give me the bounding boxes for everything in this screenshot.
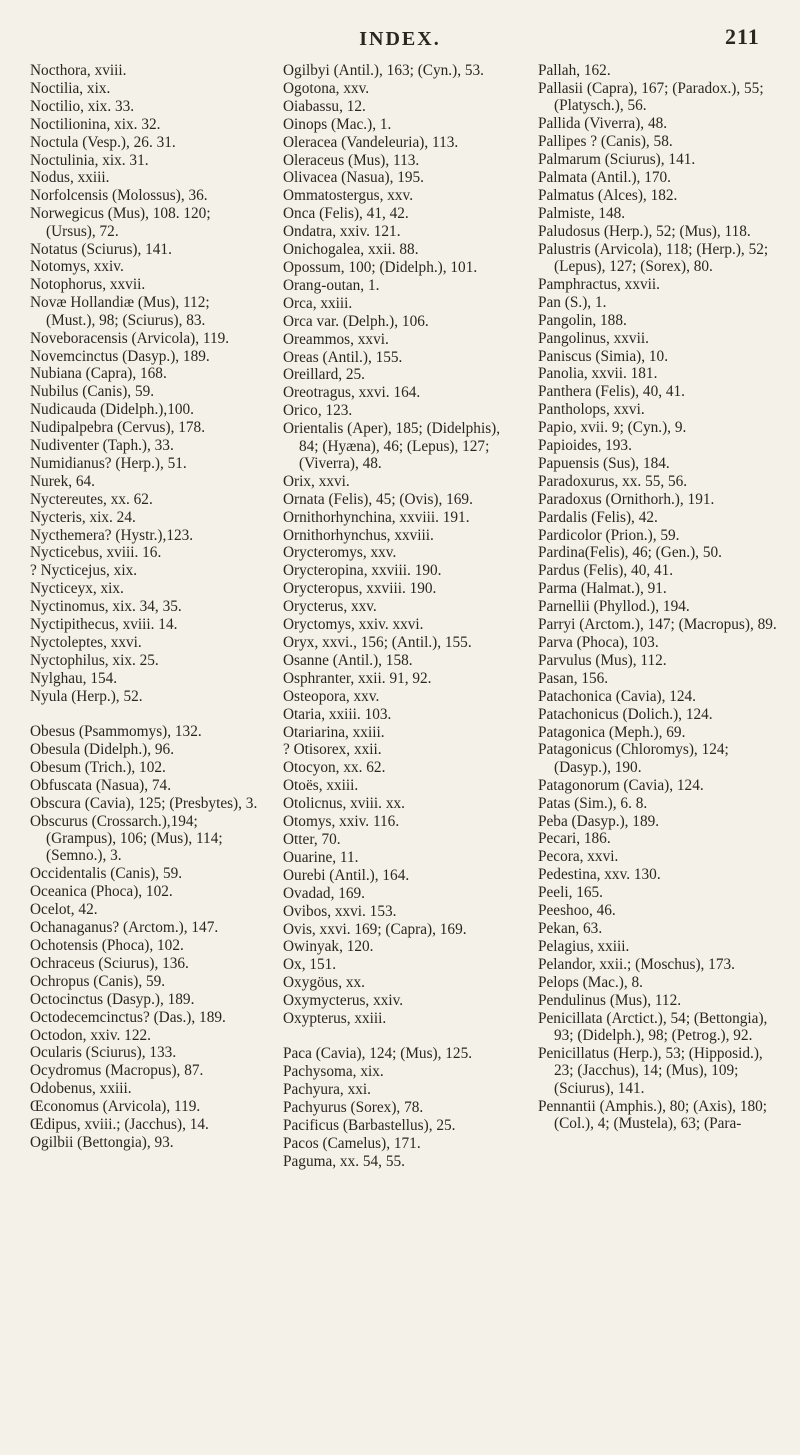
index-entry: Ochanaganus? (Arctom.), 147. bbox=[30, 919, 219, 937]
index-entry: Patagonorum (Cavia), 124. bbox=[538, 776, 704, 794]
index-entry: Panolia, xxvii. 181. bbox=[538, 365, 658, 383]
index-entry: Nocthora, xviii. bbox=[30, 62, 127, 79]
index-entry: Ox, 151. bbox=[283, 956, 337, 974]
index-entry: Patachonica (Cavia), 124. bbox=[538, 687, 697, 705]
index-entry: Obfuscata (Nasua), 74. bbox=[30, 776, 172, 794]
index-entry: Papioides, 193. bbox=[538, 437, 632, 455]
index-entry: Nycticebus, xviii. 16. bbox=[30, 544, 162, 562]
index-entry: Ochropus (Canis), 59. bbox=[30, 972, 166, 990]
index-entry: Pallida (Viverra), 48. bbox=[538, 115, 668, 133]
index-entry: Nudicauda (Didelph.),100. bbox=[30, 401, 194, 419]
index-entry: Ocydromus (Macropus), 87. bbox=[30, 1062, 204, 1080]
index-entry: Pennantii (Amphis.), 80; (Axis), 180; (Col.), 4; (Mustela), 63; (Para- bbox=[538, 1097, 768, 1132]
index-entry: Pachyura, xxi. bbox=[283, 1081, 371, 1099]
index-entry: Parnellii (Phyllod.), 194. bbox=[538, 598, 690, 616]
index-entry: Pardicolor (Prion.), 59. bbox=[538, 526, 680, 544]
index-entry: Pallipes ? (Canis), 58. bbox=[538, 133, 673, 151]
index-entry: Oreotragus, xxvi. 164. bbox=[283, 384, 421, 402]
index-column-2 bbox=[283, 62, 511, 1171]
index-entry: Oleraceus (Mus), 113. bbox=[283, 151, 420, 169]
index-entry: Oxypterus, xxiii. bbox=[283, 1010, 387, 1028]
index-entry: Oleracea (Vandeleuria), 113. bbox=[283, 133, 459, 151]
index-entry: Paradoxurus, xx. 55, 56. bbox=[538, 472, 688, 490]
index-entry: Oiabassu, 12. bbox=[283, 97, 366, 115]
index-entry: Pasan, 156. bbox=[538, 669, 609, 687]
index-entry: Penicillata (Arctict.), 54; (Bettongia), 93; (Didelph.), 98; (Petrog.), 92. bbox=[538, 1009, 768, 1044]
index-entry: Nudiventer (Taph.), 33. bbox=[30, 437, 174, 455]
index-entry: Nyctoleptes, xxvi. bbox=[30, 634, 142, 651]
index-entry: Paniscus (Simia), 10. bbox=[538, 347, 669, 365]
index-entry: Orix, xxvi. bbox=[283, 472, 350, 490]
index-entry: Ochotensis (Phoca), 102. bbox=[30, 937, 184, 954]
index-entry: Ouarine, 11. bbox=[283, 848, 359, 866]
index-entry: Oreas (Antil.), 155. bbox=[283, 348, 403, 366]
index-entry: Oxygöus, xx. bbox=[283, 974, 366, 992]
index-entry: Ornata (Felis), 45; (Ovis), 169. bbox=[283, 490, 473, 508]
index-entry: Orycteropina, xxviii. 190. bbox=[283, 562, 442, 580]
index-entry: Norfolcensis (Molossus), 36. bbox=[30, 187, 208, 205]
index-entry: Ovibos, xxvi. 153. bbox=[283, 902, 397, 920]
index-entry: Obesum (Trich.), 102. bbox=[30, 758, 166, 776]
index-entry: Ogilbii (Bettongia), 93. bbox=[30, 1133, 174, 1151]
index-entry: Oreammos, xxvi. bbox=[283, 330, 389, 348]
index-entry: Paca (Cavia), 124; (Mus), 125. bbox=[283, 1045, 473, 1063]
index-entry: Ovis, xxvi. 169; (Capra), 169. bbox=[283, 920, 467, 938]
index-entry: Paradoxus (Ornithorh.), 191. bbox=[538, 490, 715, 508]
index-entry: Nubiana (Capra), 168. bbox=[30, 365, 167, 383]
index-entry: Norwegicus (Mus), 108. 120; (Ursus), 72. bbox=[30, 205, 211, 240]
index-entry: Oryctomys, xxiv. xxvi. bbox=[283, 616, 424, 634]
index-entry: Oxymycterus, xxiv. bbox=[283, 992, 404, 1010]
index-entry: Numidianus? (Herp.), 51. bbox=[30, 454, 187, 472]
index-entry: Patagonicus (Chloromys), 124; (Dasyp.), 190. bbox=[538, 741, 729, 776]
index-entry: Œconomus (Arvicola), 119. bbox=[30, 1098, 201, 1116]
index-entry: Pedestina, xxv. 130. bbox=[538, 866, 661, 884]
index-entry: Oceanica (Phoca), 102. bbox=[30, 883, 173, 901]
index-entry: Notomys, xxiv. bbox=[30, 258, 124, 276]
index-entry: Noveboracensis (Arvicola), 119. bbox=[30, 329, 230, 347]
index-entry: Osanne (Antil.), 158. bbox=[283, 651, 413, 669]
index-entry: Palustris (Arvicola), 118; (Herp.), 52; (Lepus), 127; (Sorex), 80. bbox=[538, 240, 769, 275]
index-entry: Peeli, 165. bbox=[538, 884, 604, 902]
index-entry: Ornithorhynchina, xxviii. 191. bbox=[283, 508, 470, 526]
index-entry: Nyctereutes, xx. 62. bbox=[30, 490, 153, 508]
index-entry: Nubilus (Canis), 59. bbox=[30, 383, 155, 401]
index-entry: Octocinctus (Dasyp.), 189. bbox=[30, 990, 195, 1008]
index-column-3 bbox=[538, 62, 778, 1133]
index-entry: Pangolin, 188. bbox=[538, 311, 627, 329]
index-entry: Obesus (Psammomys), 132. bbox=[30, 723, 202, 741]
index-entry: Parvulus (Mus), 112. bbox=[538, 651, 667, 669]
index-entry: Ochraceus (Sciurus), 136. bbox=[30, 954, 189, 972]
index-entry: Oinops (Mac.), 1. bbox=[283, 115, 392, 133]
index-entry: Osphranter, xxii. 91, 92. bbox=[283, 669, 432, 687]
index-entry: Pangolinus, xxvii. bbox=[538, 329, 649, 347]
index-entry: Otocyon, xx. 62. bbox=[283, 759, 386, 777]
index-entry: Ommatostergus, xxv. bbox=[283, 187, 414, 205]
index-entry: Pelops (Mac.), 8. bbox=[538, 973, 643, 991]
page-number: 211 bbox=[725, 24, 760, 49]
index-entry: Nudipalpebra (Cervus), 178. bbox=[30, 419, 206, 437]
index-entry: Paludosus (Herp.), 52; (Mus), 118. bbox=[538, 222, 751, 240]
index-entry: Olivacea (Nasua), 195. bbox=[283, 169, 425, 187]
index-entry: Pachyurus (Sorex), 78. bbox=[283, 1099, 424, 1117]
index-entry: Pallah, 162. bbox=[538, 62, 611, 79]
index-entry: Osteopora, xxv. bbox=[283, 687, 380, 705]
index-entry: Patas (Sim.), 6. 8. bbox=[538, 794, 648, 812]
index-entry: Palmiste, 148. bbox=[538, 204, 626, 222]
index-entry: Palmatus (Alces), 182. bbox=[538, 186, 678, 204]
index-entry: Noctulinia, xix. 31. bbox=[30, 151, 149, 169]
index-entry: Occidentalis (Canis), 59. bbox=[30, 865, 183, 883]
index-entry: Ogilbyi (Antil.), 163; (Cyn.), 53. bbox=[283, 62, 484, 79]
index-entry: Octodon, xxiv. 122. bbox=[30, 1026, 151, 1044]
index-entry: Pachysoma, xix. bbox=[283, 1063, 384, 1081]
index-entry: Novemcinctus (Dasyp.), 189. bbox=[30, 347, 210, 365]
index-entry: Owinyak, 120. bbox=[283, 938, 374, 956]
index-entry: Pelagius, xxiii. bbox=[538, 937, 630, 955]
index-entry: Pantholops, xxvi. bbox=[538, 401, 645, 419]
index-entry: Onca (Felis), 41, 42. bbox=[283, 205, 409, 223]
index-entry: Oreillard, 25. bbox=[283, 366, 365, 384]
index-entry: Nurek, 64. bbox=[30, 472, 95, 490]
index-entry: Peeshoo, 46. bbox=[538, 902, 616, 920]
index-entry: Orang-outan, 1. bbox=[283, 276, 380, 294]
index-entry: Palmata (Antil.), 170. bbox=[538, 168, 671, 186]
index-entry: Noctilio, xix. 33. bbox=[30, 97, 135, 115]
index-entry: Panthera (Felis), 40, 41. bbox=[538, 383, 685, 401]
index-entry: Noctilia, xix. bbox=[30, 79, 111, 97]
index-entry: Parva (Phoca), 103. bbox=[538, 634, 659, 651]
index-entry: Nycthemera? (Hystr.),123. bbox=[30, 526, 194, 544]
index-entry: Nyctophilus, xix. 25. bbox=[30, 651, 159, 669]
index-entry: Oryx, xxvi., 156; (Antil.), 155. bbox=[283, 634, 472, 651]
index-entry: Nylghau, 154. bbox=[30, 669, 118, 687]
index-entry: Octodecemcinctus? (Das.), 189. bbox=[30, 1008, 226, 1026]
running-head: INDEX. bbox=[359, 28, 441, 50]
index-entry: ? Otisorex, xxii. bbox=[283, 741, 382, 759]
index-entry: Pardus (Felis), 40, 41. bbox=[538, 562, 674, 580]
index-entry: Ondatra, xxiv. 121. bbox=[283, 223, 401, 241]
index-entry: Pacificus (Barbastellus), 25. bbox=[283, 1117, 456, 1135]
index-entry: Notophorus, xxvii. bbox=[30, 276, 146, 294]
index-entry: ? Nycticejus, xix. bbox=[30, 562, 138, 580]
index-entry: Pamphractus, xxvii. bbox=[538, 275, 660, 293]
index-entry: Pecora, xxvi. bbox=[538, 848, 619, 866]
index-entry: Pekan, 63. bbox=[538, 920, 603, 937]
index-entry: Orca var. (Delph.), 106. bbox=[283, 312, 429, 330]
section-gap bbox=[30, 706, 258, 723]
index-entry: Noctula (Vesp.), 26. 31. bbox=[30, 133, 176, 151]
index-entry: Papuensis (Sus), 184. bbox=[538, 454, 670, 472]
index-entry: Otoës, xxiii. bbox=[283, 777, 359, 795]
index-entry: Nyctipithecus, xviii. 14. bbox=[30, 616, 178, 634]
index-entry: Ourebi (Antil.), 164. bbox=[283, 866, 410, 884]
index-entry: Otaria, xxiii. 103. bbox=[283, 705, 392, 723]
index-entry: Ornithorhynchus, xxviii. bbox=[283, 526, 434, 544]
index-entry: Orico, 123. bbox=[283, 402, 353, 420]
index-entry: Pecari, 186. bbox=[538, 830, 611, 848]
index-column-1 bbox=[30, 62, 258, 1152]
index-entry: Notatus (Sciurus), 141. bbox=[30, 240, 172, 258]
index-entry: Nyula (Herp.), 52. bbox=[30, 687, 143, 705]
index-entry: Pallasii (Capra), 167; (Paradox.), 55; (Platysch.), 56. bbox=[538, 79, 764, 115]
index-entry: Orientalis (Aper), 185; (Didelphis), 84; (Hyæna), 46; (Lepus), 127; (Viverra), 48. bbox=[283, 420, 501, 472]
index-entry: Peba (Dasyp.), 189. bbox=[538, 812, 660, 830]
index-entry: Ocularis (Sciurus), 133. bbox=[30, 1044, 177, 1062]
index-entry: Orycterus, xxv. bbox=[283, 598, 377, 616]
index-entry: Otariarina, xxiii. bbox=[283, 723, 385, 741]
index-entry: Obscurus (Crossarch.),194; (Grampus), 106; (Mus), 114; (Semno.), 3. bbox=[30, 812, 223, 865]
index-entry: Nycteris, xix. 24. bbox=[30, 508, 136, 526]
index-entry: Otomys, xxiv. 116. bbox=[283, 813, 400, 831]
index-entry: Pardalis (Felis), 42. bbox=[538, 508, 658, 526]
index-entry: Orca, xxiii. bbox=[283, 294, 353, 312]
index-entry: Opossum, 100; (Didelph.), 101. bbox=[283, 258, 478, 276]
index-entry: Obesula (Didelph.), 96. bbox=[30, 741, 175, 759]
index-entry: Pacos (Camelus), 171. bbox=[283, 1134, 421, 1152]
index-entry: Palmarum (Sciurus), 141. bbox=[538, 151, 696, 169]
index-entry: Ogotona, xxv. bbox=[283, 79, 370, 97]
index-entry: Pelandor, xxii.; (Moschus), 173. bbox=[538, 955, 735, 973]
index-entry: Pan (S.), 1. bbox=[538, 293, 607, 311]
index-entry: Nyctinomus, xix. 34, 35. bbox=[30, 598, 182, 616]
index-entry: Paguma, xx. 54, 55. bbox=[283, 1152, 405, 1170]
index-entry: Pardina(Felis), 46; (Gen.), 50. bbox=[538, 544, 722, 562]
index-entry: Ovadad, 169. bbox=[283, 884, 365, 902]
index-entry: Obscura (Cavia), 125; (Presbytes), 3. bbox=[30, 794, 258, 812]
index-entry: Penicillatus (Herp.), 53; (Hipposid.), 23; (Jacchus), 14; (Mus), 109; (Sciurus), 141. bbox=[538, 1044, 763, 1097]
index-entry: Orycteromys, xxv. bbox=[283, 544, 397, 562]
index-entry: Parryi (Arctom.), 147; (Macropus), 89. bbox=[538, 616, 777, 634]
index-entry: Parma (Halmat.), 91. bbox=[538, 580, 667, 598]
index-entry: Patagonica (Meph.), 69. bbox=[538, 723, 686, 741]
index-entry: Papio, xvii. 9; (Cyn.), 9. bbox=[538, 419, 687, 437]
index-entry: Odobenus, xxiii. bbox=[30, 1080, 132, 1098]
index-entry: Onichogalea, xxii. 88. bbox=[283, 241, 419, 259]
index-entry: Novæ Hollandiæ (Mus), 112; (Must.), 98; (Sciurus), 83. bbox=[30, 294, 210, 329]
index-entry: Nodus, xxiii. bbox=[30, 169, 110, 187]
index-entry: Orycteropus, xxviii. 190. bbox=[283, 580, 437, 598]
index-entry: Otter, 70. bbox=[283, 830, 341, 848]
index-entry: Nycticeyx, xix. bbox=[30, 580, 124, 598]
section-gap bbox=[283, 1028, 511, 1045]
index-entry: Patachonicus (Dolich.), 124. bbox=[538, 705, 713, 723]
index-entry: Noctilionina, xix. 32. bbox=[30, 115, 161, 133]
index-entry: Otolicnus, xviii. xx. bbox=[283, 795, 405, 813]
index-entry: Pendulinus (Mus), 112. bbox=[538, 991, 682, 1009]
index-entry: Ocelot, 42. bbox=[30, 901, 98, 919]
index-entry: Œdipus, xviii.; (Jacchus), 14. bbox=[30, 1116, 209, 1134]
